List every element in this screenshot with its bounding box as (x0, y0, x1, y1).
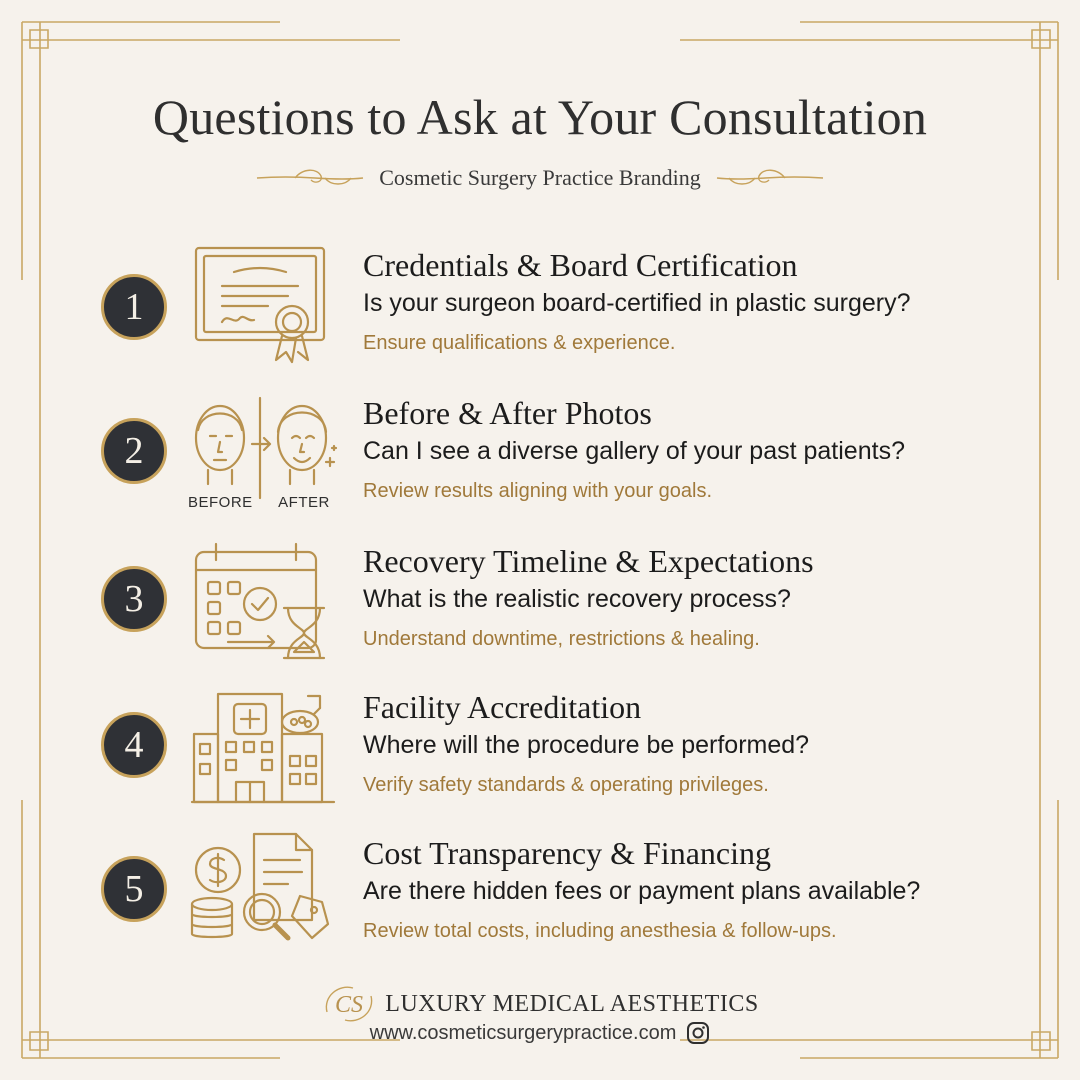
step-badge-4: 4 (101, 712, 167, 778)
instagram-icon[interactable] (686, 1021, 710, 1045)
certificate-icon (188, 242, 338, 367)
cost-documents-icon (188, 830, 338, 955)
item-question: What is the realistic recovery process? (363, 585, 791, 613)
question-item-4 (0, 682, 1080, 812)
before-label: BEFORE (188, 494, 253, 511)
step-badge-2: 2 (101, 418, 167, 484)
item-heading: Before & After Photos (363, 395, 652, 431)
item-heading: Cost Transparency & Financing (363, 835, 771, 871)
brand-name: LUXURY MEDICAL AESTHETICS (385, 990, 759, 1017)
step-badge-5: 5 (101, 856, 167, 922)
item-question: Where will the procedure be performed? (363, 731, 810, 759)
question-item-2 (0, 388, 1080, 518)
subtitle-row (0, 162, 1080, 194)
item-question: Is your surgeon board-certified in plastic surgery? (363, 289, 911, 317)
item-heading: Credentials & Board Certification (363, 247, 798, 283)
step-badge-1: 1 (101, 274, 167, 340)
item-note: Verify safety standards & operating privileges. (363, 774, 769, 796)
item-question: Can I see a diverse gallery of your past patients? (363, 437, 905, 465)
question-item-5 (0, 828, 1080, 958)
item-note: Understand downtime, restrictions & healing. (363, 628, 760, 650)
footer-url-row (0, 1016, 1080, 1050)
flourish-right-icon (715, 166, 825, 190)
website-link[interactable]: www.cosmeticsurgerypractice.com (369, 1021, 677, 1044)
question-item-1 (0, 240, 1080, 370)
after-label: AFTER (278, 494, 330, 511)
item-heading: Facility Accreditation (363, 689, 642, 725)
hospital-icon (188, 686, 338, 811)
item-heading: Recovery Timeline & Expectations (363, 543, 814, 579)
item-question: Are there hidden fees or payment plans available? (363, 877, 921, 905)
flourish-left-icon (255, 166, 365, 190)
logo-monogram: CS (335, 992, 364, 1018)
item-note: Review total costs, including anesthesia & follow-ups. (363, 920, 837, 942)
calendar-hourglass-icon (188, 538, 338, 663)
page-title: Questions to Ask at Your Consultation (152, 89, 928, 145)
step-badge-3: 3 (101, 566, 167, 632)
page-subtitle: Cosmetic Surgery Practice Branding (379, 165, 701, 190)
item-note: Review results aligning with your goals. (363, 480, 713, 502)
question-item-3 (0, 536, 1080, 666)
item-note: Ensure qualifications & experience. (363, 332, 676, 354)
